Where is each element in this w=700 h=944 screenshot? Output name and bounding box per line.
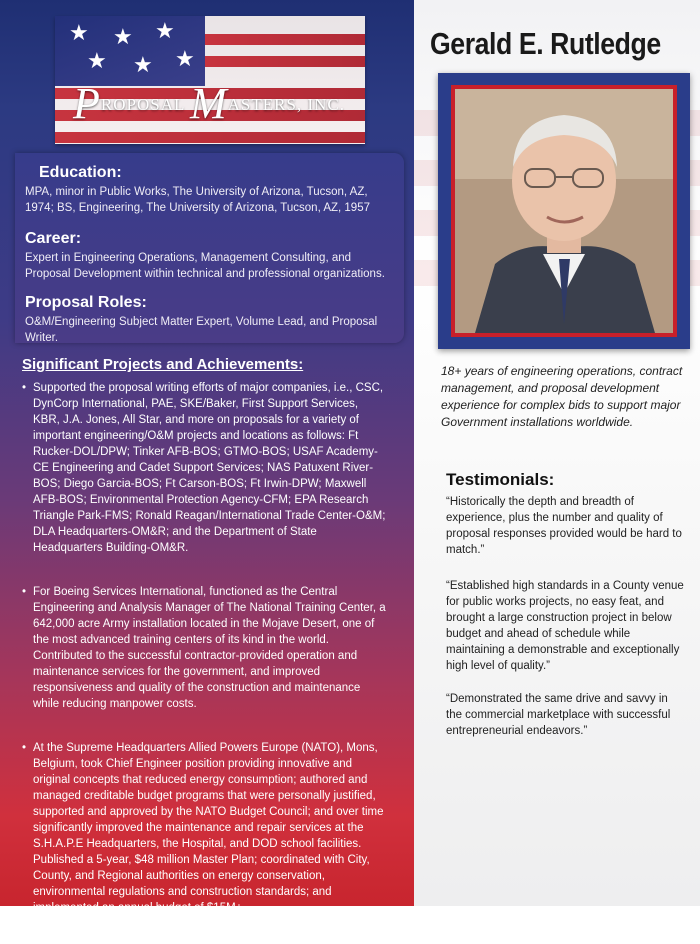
experience-summary: 18+ years of engineering operations, contract management, and proposal development experience for complex bids to support major Government installations worldwide. — [441, 364, 683, 429]
flag-stripe — [205, 56, 365, 67]
star-icon: ★ — [175, 46, 195, 71]
portrait-photo — [455, 89, 673, 333]
logo-wordmark: PROPOSAL MASTERS, INC. — [73, 79, 345, 128]
career-text: Expert in Engineering Operations, Management Consulting, and Proposal Development within technical and professional organizations. — [25, 252, 385, 280]
education-heading: Education: — [39, 164, 122, 181]
company-logo — [55, 16, 365, 144]
logo-text: ROPOSAL — [100, 95, 185, 114]
portrait-frame — [438, 73, 690, 349]
star-icon: ★ — [69, 20, 89, 45]
portrait-illustration — [455, 89, 673, 333]
flag-stripe — [205, 34, 365, 45]
education-text: MPA, minor in Public Works, The University of Arizona, Tucson, AZ, 1974; BS, Engineering, The University of Arizona, Tucson, AZ, 1957 — [25, 186, 370, 214]
roles-text: O&M/Engineering Subject Matter Expert, Volume Lead, and Proposal Writer. — [25, 316, 378, 344]
star-icon: ★ — [87, 48, 107, 73]
testimonial-quote: “Established high standards in a County venue for public works projects, no easy feat, and brought a large construction project in below budget and ahead of schedule while maintaining a demonstrable and exceptionally high level of quality.” — [446, 580, 684, 672]
flag-stripe — [55, 132, 365, 143]
testimonials-heading: Testimonials: — [446, 470, 555, 489]
projects-heading: Significant Projects and Achievements: — [22, 356, 304, 373]
info-panel — [15, 153, 404, 343]
list-item: • For Boeing Services International, functioned as the Central Engineering and Analysis Manager of The National Training Center, a 642,000 acre Army installation located in the Mojave Desert, one of the most advanced training centers of its kind in the world. Contributed to the successful contractor-provided operation and maintenance services for the government, and improved responsiveness and quality of the construction and maintenance while reducing manpower costs. — [22, 584, 388, 712]
star-icon: ★ — [133, 52, 153, 77]
star-icon: ★ — [155, 18, 175, 43]
testimonial-quote: “Historically the depth and breadth of experience, plus the number and quality of proposal responses provided would be hard to match.” — [446, 496, 682, 556]
logo-text: ASTERS, INC. — [227, 95, 345, 114]
person-name: Gerald E. Rutledge — [430, 26, 661, 61]
list-item: • At the Supreme Headquarters Allied Powers Europe (NATO), Mons, Belgium, took Chief Engineer position providing innovative and original concepts that reduced energy consumption; authored and managed creditable budget programs that were personally justified, supported and approved by the NATO Budget Council; and over time significantly improved the maintenance and repair services at the S.H.A.P.E Headquarters, the Hospital, and DOD school facilities. Published a 5-year, $48 million Master Plan; coordinated with City, County, and Regional authorities on energy conservation, environmental regulations and construction standards; and implemented an annual budget of $15M+. — [22, 740, 388, 916]
career-heading: Career: — [25, 230, 82, 247]
portrait-border — [451, 85, 677, 337]
list-item: • Supported the proposal writing efforts of major companies, i.e., CSC, DynCorp International, PAE, SKE/Baker, First Support Services, KBR, J.A. Jones, All Star, and more on proposals for a variety of important engineering/O&M projects and locations as follows: Ft Rucker-DOL/DPW; Tinker AFB-BOS; GTMO-BOS; USAF Academy-CE Engineering and Cadet Support Services; NAS Patuxent River-BOS; Diego Garcia-BOS; Ft Carson-BOS; Ft Irwin-DPW; Maxwell AFB-BOS; Environmental Protection Agency-CFM; EPA Research Triangle Park-FMS; Ronald Reagan/International Trade Center-O&M; DLA Headquarters-OM&R; and the Department of State Headquarters Building-OM&R. — [22, 380, 388, 556]
star-icon: ★ — [113, 24, 133, 49]
testimonial-quote: “Demonstrated the same drive and savvy in the commercial marketplace with successful entrepreneurial endeavors.” — [446, 693, 671, 737]
projects-list — [22, 380, 388, 944]
roles-heading: Proposal Roles: — [25, 294, 147, 311]
